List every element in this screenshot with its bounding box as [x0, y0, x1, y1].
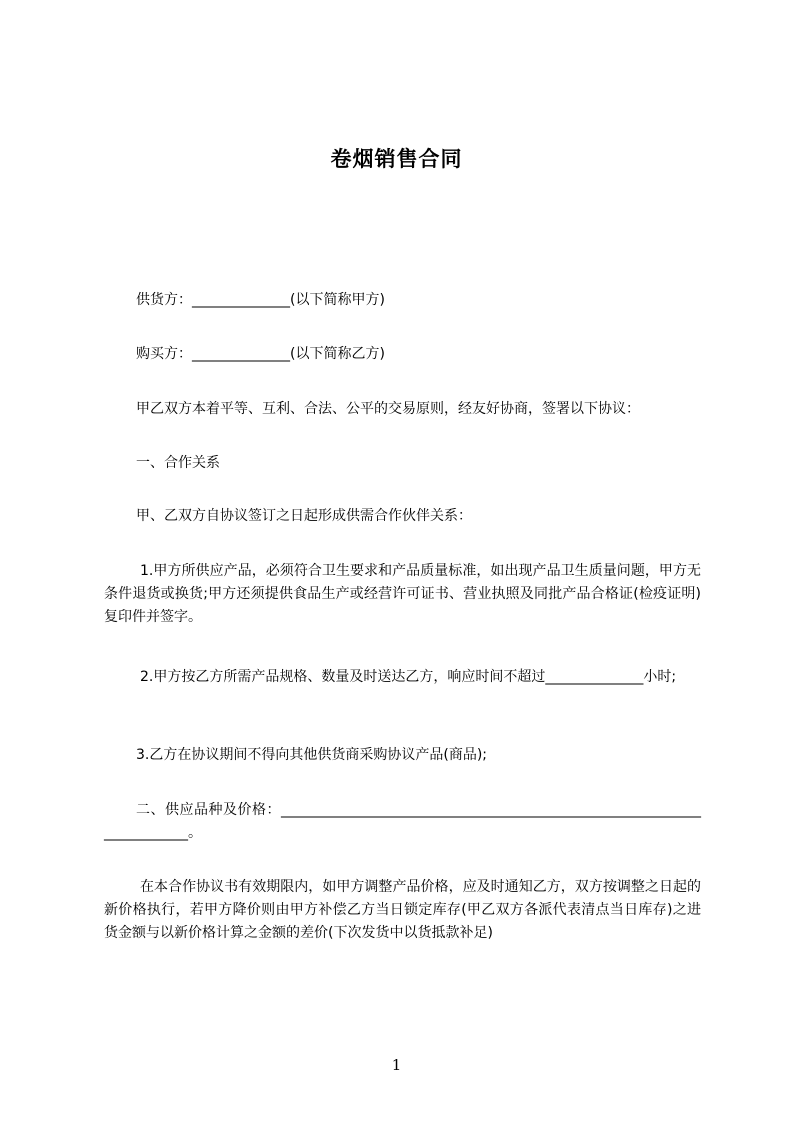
clause-1: 1.甲方所供应产品，必须符合卫生要求和产品质量标准，如出现产品卫生质量问题，甲方无条件退货或换货;甲方还须提供食品生产或经营许可证书、营业执照及同批产品合格证(检疫证明)复印件并签字。	[104, 563, 701, 625]
document-title: 卷烟销售合同	[330, 147, 463, 171]
clause-2: 2.甲方按乙方所需产品规格、数量及时送达乙方，响应时间不超过______________小时;	[140, 669, 677, 685]
section-1-intro: 甲、乙双方自协议签订之日起形成供需合作伙伴关系：	[136, 508, 472, 524]
section-1-heading: 一、合作关系	[136, 455, 220, 471]
price-adjustment-paragraph: 在本合作协议书有效期限内，如甲方调整产品价格，应及时通知乙方，双方按调整之日起的新价格执行，若甲方降价则由甲方补偿乙方当日锁定库存(甲乙双方各派代表清点当日库存)之进货金额与以新价格计算之金额的差价(下次发货中以货抵款补足)	[104, 879, 701, 941]
buyer-line: 购买方：______________(以下简称乙方)	[136, 346, 385, 362]
section-2-heading: 二、供应品种及价格：________________________________________________________________________。	[104, 802, 701, 841]
supplier-line: 供货方：______________(以下简称甲方)	[136, 292, 385, 308]
page-number: 1	[391, 1056, 402, 1074]
clause-3: 3.乙方在协议期间不得向其他供货商采购协议产品(商品);	[136, 747, 487, 763]
preamble: 甲乙双方本着平等、互利、合法、公平的交易原则，经友好协商，签署以下协议：	[136, 401, 640, 417]
